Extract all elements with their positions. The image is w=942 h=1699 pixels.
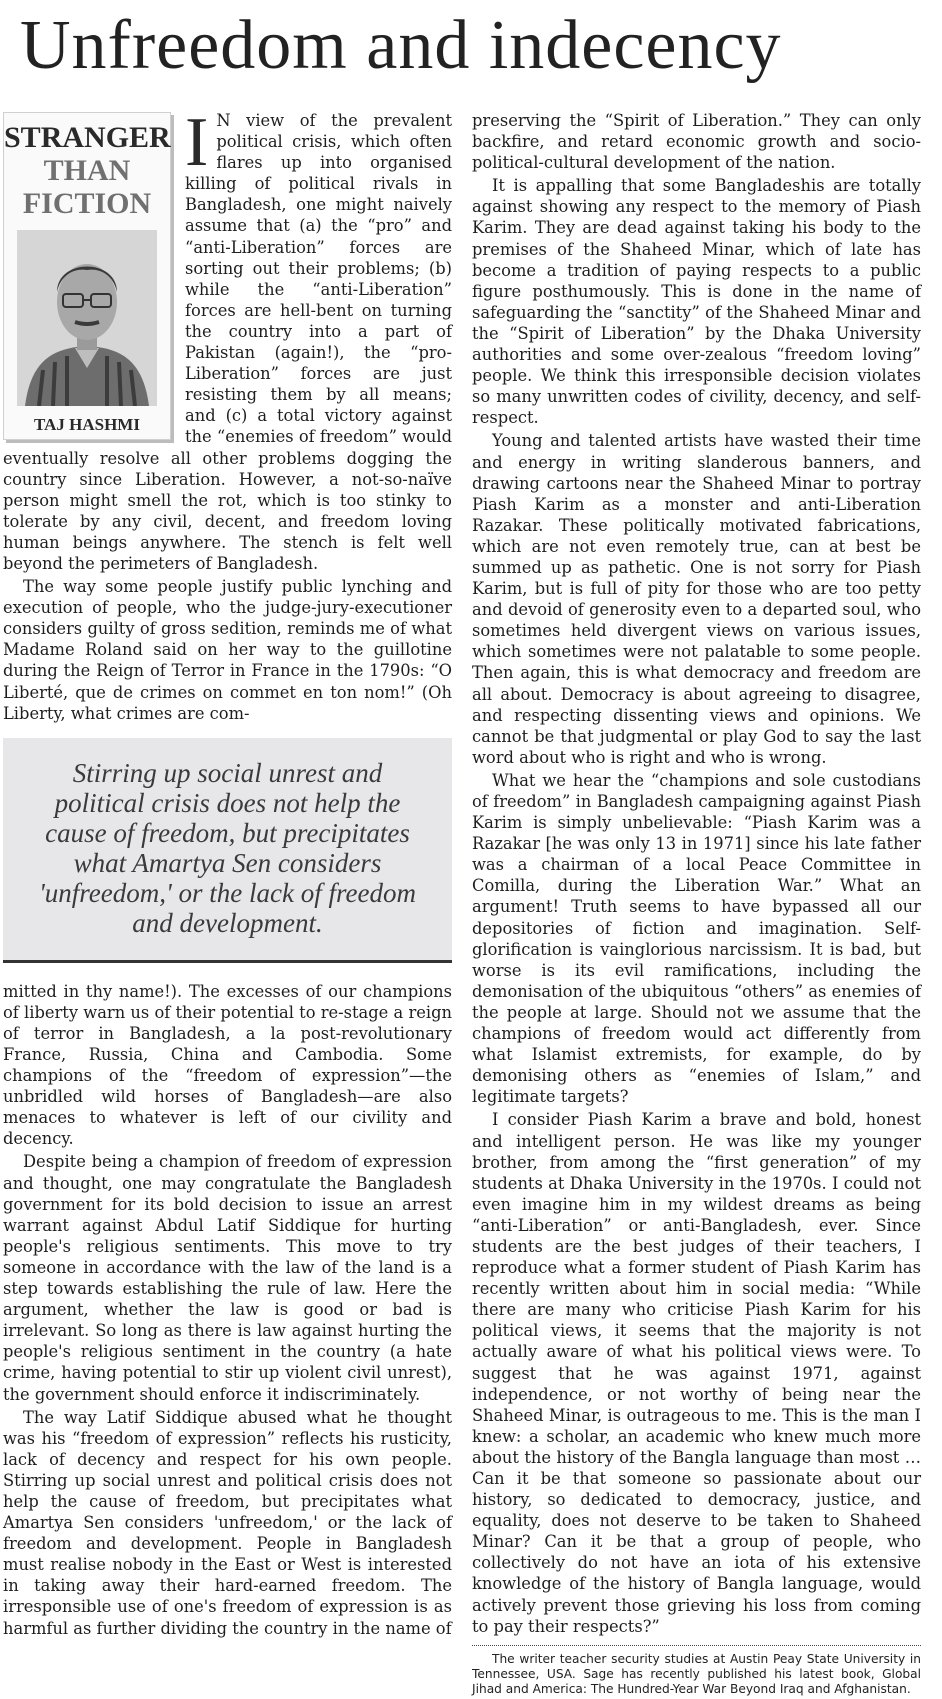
- article-paragraph: preserving the “Spirit of Liberation.” They can only backfire, and retard economic growth and socio-political-cultural development of the nation.: [472, 111, 921, 173]
- author-footnote: The writer teacher security studies at Austin Peay State University in Tennessee, USA. Sage has recently published his latest book, Global Jihad and America: The Hundred-Year War Beyond Iraq and Afghanistan.: [472, 1651, 921, 1696]
- footnote-divider: [472, 1645, 921, 1646]
- badge-title-line3: FICTION: [22, 187, 152, 220]
- drop-cap: I: [185, 104, 209, 181]
- author-name: TAJ HASHMI: [34, 415, 140, 434]
- article-paragraph: mitted in thy name!). The excesses of our champions of liberty warn us of their potential to re-stage a reign of terror in Bangladesh, a la post-revolutionary France, Russia, China and Cambodia. Some champions of the “freedom of expression”—the unbridled wild horses of Bangladesh—are also menaces to whatever is left of our civility and decency.: [3, 981, 452, 1149]
- author-portrait: [17, 230, 157, 406]
- badge-title-line2: THAN: [43, 154, 131, 187]
- article-paragraph: Young and talented artists have wasted their time and energy in writing slanderous banners, and drawing cartoons near the Shaheed Minar to portray Piash Karim as a monster and anti-Liberation Razakar. These politically motivated fabrications, which are not even remotely true, can at best be summed up as pathetic. One is not sorry for Piash Karim, but is full of pity for those who are too petty and devoid of generosity even to a departed soul, who sometimes held divergent views on various issues, which sometimes were not palatable to some people. Then again, this is what democracy and freedom are all about. Democracy is about agreeing to disagree, and respecting dissenting views and opinions. We cannot be that judgmental or play God to say the last word about who is right and who is wrong.: [472, 431, 921, 767]
- article-left-column: [3, 104, 452, 1641]
- article-right-column: [472, 110, 921, 1699]
- article-paragraph: I consider Piash Karim a brave and bold, honest and intelligent person. He was like my younger brother, from among the “first generation” of my students at Dhaka University in the 1970s. I could not even imagine him in my wildest dreams as being “anti-Liberation” or anti-Bangladesh, ever. Since students are the best judges of their teachers, I reproduce what a former student of Piash Karim has recently written about him in social media: “While there are many who criticise Piash Karim for his political views, it seems that the majority is not actually aware of what his political views were. To suggest that he was against 1971, against independence, or not worthy of being near the Shaheed Minar, is outrageous to me. This is the man I knew: a scholar, an academic who knew much more about the history of the Bangla language than most … Can it be that someone so passionate about our history, so dedicated to democracy, justice, and equality, does not deserve to be taken to Shaheed Minar? Can it be that a group of people, who collectively do not have an iota of his extensive knowledge of the history of Bangla language, would actively prevent those grieving his loss from coming to pay their respects?”: [472, 1110, 921, 1636]
- article-paragraph: The way Latif Siddique abused what he thought was his “freedom of expression” reflects his rusticity, lack of decency and respect for his own people. Stirring up social unrest and political crisis does not help the cause of freedom, but precipitates what Amartya Sen considers 'unfreedom,' or the lack of freedom and development. People in Bangladesh must realise nobody in the East or West is interested in taking away their hard-earned freedom. The irresponsible use of one's freedom of expression is as harmful as further dividing the country in the name of: [3, 1407, 452, 1638]
- headline: Unfreedom and indecency: [20, 7, 782, 84]
- article-paragraph: The way some people justify public lynching and execution of people, who the judge-jury-executioner considers guilty of gross sedition, reminds me of what Madame Roland said on her way to the guillotine during the Reign of Terror in France in the 1790s: “O Liberté, que de crimes on commet en ton nom!” (Oh Liberty, what crimes are com-: [3, 577, 452, 723]
- column-badge: [3, 112, 171, 440]
- article-paragraph: Despite being a champion of freedom of expression and thought, one may congratulate the Bangladesh government for its bold decision to issue an arrest warrant against Abdul Latif Siddique for hurting people's religious sentiments. This move to try someone in accordance with the law of the land is a step towards establishing the rule of law. Here the argument, whether the law is good or bad is irrelevant. So long as there is law against hurting the people's religious sentiment in the country (a hate crime, having potential to stir up violent civil unrest), the government should enforce it indiscriminately.: [3, 1152, 452, 1404]
- pull-quote: Stirring up social unrest and political crisis does not help the cause of freedom, but precipitates what Amartya Sen considers 'unfreedom,' or the lack of freedom and development.: [3, 738, 452, 963]
- article-paragraph: N view of the prevalent political crisis, which often flares up into organised killing of political rivals in Bangladesh, one might naively assume that (a) the “pro” and “anti-Liberation” forces are sorting out their problems; (b) while the “anti-Liberation” forces are hell-bent on turning the country into a part of Pakistan (again!), the “pro-Liberation” forces are just resisting them by all means; and (c) a total victory against the “enemies of freedom” would eventually resolve all other problems dogging the country since Liberation. However, a not-so-naïve person might smell the rot, which is too stinky to tolerate by any civil, decent, and freedom loving human beings anywhere. The stench is felt well beyond the perimeters of Bangladesh.: [3, 111, 452, 573]
- article-paragraph: It is appalling that some Bangladeshis are totally against showing any respect to the memory of Piash Karim. They are dead against taking his body to the premises of the Shaheed Minar, which of late has become a tradition of paying respects to a public figure posthumously. This is done in the name of safeguarding the “sanctity” of the Shaheed Minar and the “Spirit of Liberation” by the Dhaka University authorities and some over-zealous “freedom loving” people. We think this irresponsible decision violates so many unwritten codes of civility, decency, and self-respect.: [472, 176, 921, 428]
- article-paragraph: What we hear the “champions and sole custodians of freedom” in Bangladesh campaigning against Piash Karim is simply unbelievable: “Piash Karim was a Razakar [he was only 13 in 1971] since his late father was a chairman of a local Peace Committee in Comilla, during the Liberation War.” What an argument! Truth seems to have bypassed all our depositories of fiction and imagination. Self-glorification is vainglorious narcissism. It is bad, but worse is its evil ramifications, including the demonisation of the ubiquitous “others” as enemies of the people at large. Should not we assume that the champions of freedom would act differently from what Islamist extremists, for example, do by demonising others as “enemies of Islam,” and legitimate targets?: [472, 770, 921, 1107]
- badge-title-line1: STRANGER: [4, 121, 171, 154]
